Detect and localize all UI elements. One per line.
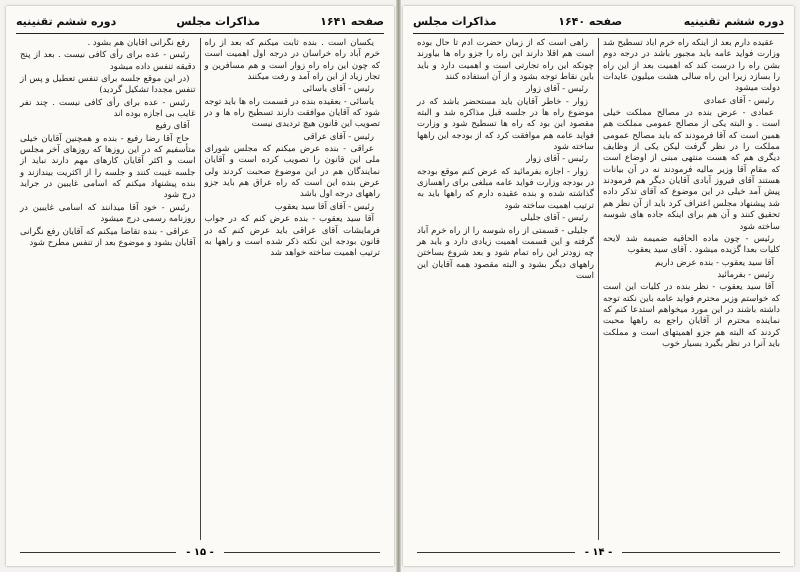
left-page-columns (16, 38, 384, 540)
footer-page-number: - ۱۴ - (584, 546, 613, 558)
paragraph: رئیس - چون ماده الحاقیه ضمیمه شد لایحه کلیات بعدا گزیده میشود . آقای سید یعقوب (603, 233, 780, 256)
left-page (6, 6, 394, 566)
paragraph: عقیده دارم بعد از اینکه راه خرم آباد تسطیح شد وزارت فواید عامه باید مجبور باشد در درجه دوم بشن راه را درست کند که اهمیت بعد از این راه را بسازد زیرا این راه سالی هشت میلیون عایدات دولت میشود (603, 38, 780, 94)
paragraph: رفع نگرانی آقایان هم بشود . (87, 38, 190, 48)
right-page-header (413, 12, 784, 30)
paragraph: رئیس - آقای عراقی (303, 131, 374, 142)
paragraph: آقا سید یعقوب - بنده عرض داریم (655, 257, 774, 268)
column-left (413, 38, 598, 540)
footer-rule (20, 552, 176, 553)
book-gutter (396, 0, 401, 572)
paragraph: رئیس - آقای یاسائی (302, 84, 374, 95)
footer-rule (224, 552, 380, 553)
paragraph: راهی است که از زمان حضرت آدم تا حال بوده است هم اقلا دارند این راه را جزو راه ها بیاورند چونکه این راه تجارتی است و اهمیت دارد و باید باین نقاط توجه بشود و از آن استفاده کنند (417, 38, 594, 83)
left-page-header (16, 12, 384, 30)
paragraph: حاج آقا رضا رفیع - بنده و همچنین آقایان خیلی متأسفیم که در این روزها که روزهای آخر مجلس است و اکثر آقایان کارهای مهم دارند نباید از جلسه غیبت کنند و جلسه را از اکثریت بیندازند و بنده پیشنهاد میکنم که اسامی غایبین در جراید درج شود (20, 133, 196, 201)
paragraph: رئیس - بفرمائید (717, 269, 774, 280)
paragraph: آقای رفیع (155, 121, 190, 132)
paragraph: رئیس - آقای عمادی (703, 95, 774, 106)
paragraph: یکسان است . بنده ثابت میکنم که بعد از راه خرم آباد راه خراسان در درجه اول اهمیت است که چون این راه راه زوار است و هم مسافرین و تجار زیاد از این راه آمد و رفت میکنند (204, 38, 380, 83)
paragraph: زوار - اجازه بفرمائید که عرض کنم موقع بودجه در بودجه وزارت فواید عامه مبلغی برای راهسازی گذاشته شده و بنده عقیده دارم که راهها باید به ترتیب اهمیت ساخته شود (417, 166, 594, 211)
paragraph: رئیس - عده برای رأی کافی نیست . چند نفر غایب بی اجازه بوده اند (20, 97, 196, 120)
paragraph: رئیس - آقای آقا سید یعقوب (274, 201, 374, 212)
header-page-number: صفحه ۱۶۴۰ (558, 14, 623, 28)
paragraph: رئیس - خود آقا میدانند که اسامی غایبین در روزنامه رسمی درج میشود (20, 202, 196, 225)
footer-rule (417, 552, 575, 553)
header-page-number: صفحه ۱۶۴۱ (320, 14, 384, 28)
header-session: دوره ششم تقنینیه (683, 14, 784, 28)
paragraph: آقا سید یعقوب - نظر بنده در کلیات این است که خواستم وزیر محترم فواید عامه باین نکته توجه داشته باشند در این مورد میخواهم استدعا کنم که نماینده محترم از آقایان راجع به راهها محبت کردند که البته هم جزو اهمیتهای است و مملکت باید آنرا در نظر بگیرد بسیار خوب (603, 282, 780, 349)
paragraph: رئیس - آقای زوار (526, 154, 588, 165)
paragraph: رئیس - عده برای رأی کافی نیست . بعد از پنج دقیقه تنفس داده میشود (20, 50, 196, 72)
paragraph: رئیس - آقای جلیلی (520, 213, 588, 224)
header-rule (413, 33, 784, 34)
column-right (201, 38, 385, 540)
header-rule (16, 33, 384, 34)
header-title: مذاکرات مجلس (413, 14, 497, 28)
column-left (16, 38, 200, 540)
left-page-footer (16, 544, 384, 560)
paragraph: عمادی - عرض بنده در مصالح مملکت خیلی است . و البته یکی از مصالح عمومی مملکت هم همین است که آقا فرمودند که باید مصالح عمومی مملکت را در نظر گرفت لیکن یکی از وظایف دیگری هم که هست منتهی مبنی از اوضاع است که مقام آقا وزیر مالیه فرمودند نه در آن بیانات هستند آقای فیروز آبادی آقایان دیگر هم فرمودند پیش آمد خیلی در این موضوع که آقای تذکر داده شد پیشنهاد مجلس اعتراف کرد باید از آن نظر هم تحقیق کنند و آن هم برای اینکه جاده های شوسه ساخته شود (603, 108, 780, 232)
right-page-columns (413, 38, 784, 540)
paragraph: جلیلی - قسمتی از راه شوسه را از راه خرم آباد گرفته و این قسمت اهمیت زیادی دارد و باید هر چه زودتر این راه تمام شود و بعد شروع بساختن راههای دیگر بشود و البته مقصود همه آقایان این است (417, 225, 594, 281)
paragraph: یاسائی - بعقیده بنده در قسمت راه ها باید توجه شود که آقایان موافقت دارند تسطیح راه ها و در تصویب این قانون هیچ تردیدی نیست (204, 96, 380, 130)
header-session: دوره ششم تقنینیه (16, 14, 117, 28)
paragraph: آقا سید یعقوب - بنده عرض کنم که در جواب فرمایشات آقای عراقی باید عرض کنم که در قانون بودجه این نکته ذکر شده است و راهها به ترتیب اهمیت ساخته خواهد شد (204, 214, 380, 259)
paragraph: (در این موقع جلسه برای تنفس تعطیل و پس از تنفس مجددا تشکیل گردید) (20, 74, 196, 96)
footer-page-number: - ۱۵ - (186, 546, 214, 558)
footer-rule (622, 552, 780, 553)
paragraph: عراقی - بنده تقاضا میکنم که آقایان رفع نگرانی آقایان بشود و موضوع بعد از تنفس مطرح شود (20, 226, 196, 248)
paragraph: زوار - خاطر آقایان باید مستحضر باشد که در موضوع راه ها در جلسه قبل مذاکره شد و البته مقصود این بود که راه ها تسطیح شود و وزارت فواید عامه هم موافقت کرد که از بودجه این راهها ساخته شود (417, 96, 594, 153)
paragraph: رئیس - آقای زوار (526, 84, 588, 95)
paragraph: عراقی - بنده عرض میکنم که مجلس شورای ملی این قانون را تصویب کرده است و آقایان نمایندگان هم در این موضوع صحبت کردند ولی عرض بنده این است که راه عراق هم باید جزو راههای درجه اول باشد (204, 144, 380, 200)
right-page-footer (413, 544, 784, 560)
right-page (403, 6, 794, 566)
header-title: مذاکرات مجلس (176, 14, 261, 28)
column-right (599, 38, 784, 540)
